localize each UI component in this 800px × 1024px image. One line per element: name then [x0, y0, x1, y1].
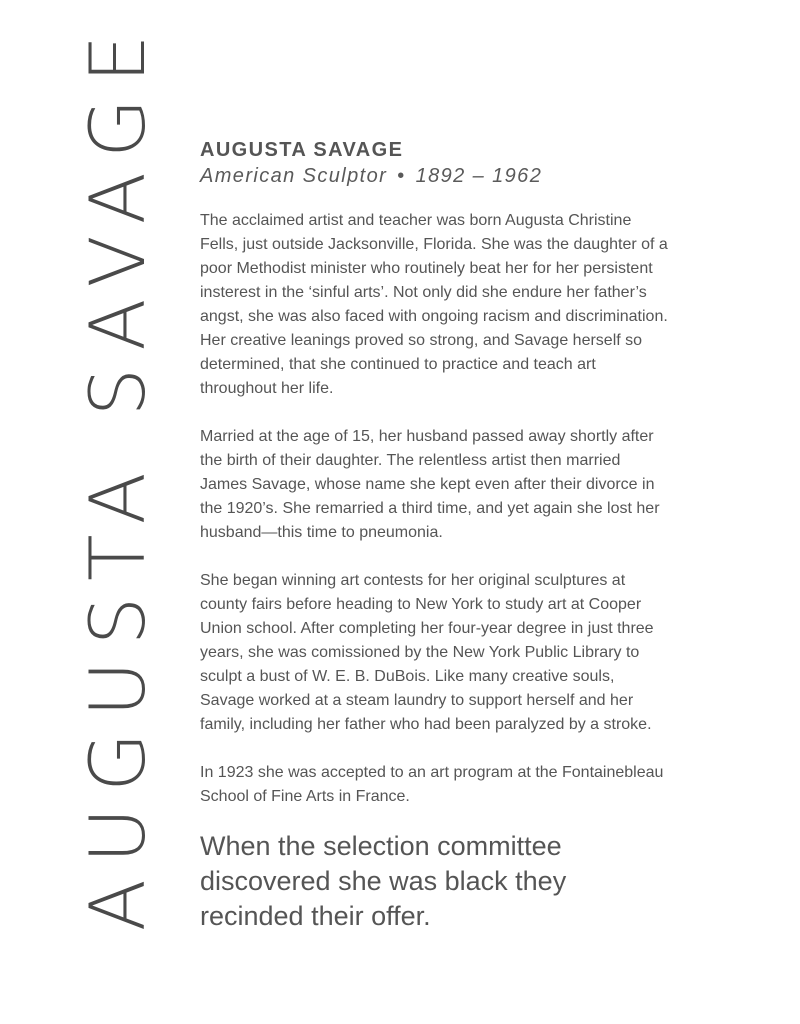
paragraph-2: Married at the age of 15, her husband passed away shortly after the birth of their daughter. The relentless artist then married James Savage, whose name she kept even after their divorce in the 1920’s. She remarried a third time, and yet again she lost her husband—this time to pneumonia.: [200, 428, 660, 541]
separator-dot: •: [397, 165, 406, 187]
paragraph-4: In 1923 she was accepted to an art program at the Fontainebleau School of Fine Arts in France.: [200, 764, 664, 805]
role-text: American Sculptor: [200, 165, 388, 187]
article-subheading: [200, 163, 670, 189]
years-text: 1892 – 1962: [415, 165, 543, 187]
pull-quote: When the selection committee discovered she was black they recinded their offer.: [200, 831, 567, 931]
paragraph-3: She began winning art contests for her original sculptures at county fairs before heading to New York to study art at Cooper Union school. After completing her four-year degree in just three years, she was comissioned by the New York Public Library to sculpt a bust of W. E. B. DuBois. Like many creative souls, Savage worked at a steam laundry to support herself and her family, including her father who had been paralyzed by a stroke.: [200, 572, 654, 733]
article: [200, 137, 670, 934]
article-heading: AUGUSTA SAVAGE: [200, 139, 404, 161]
paragraph-1: The acclaimed artist and teacher was born Augusta Christine Fells, just outside Jacksonville, Florida. She was the daughter of a poor Methodist minister who routinely beat her for her persistent insterest in the ‘sinful arts’. Not only did she endure her father’s angst, she was also faced with ongoing racism and discrimination. Her creative leanings proved so strong, and Savage herself so determined, that she continued to practice and teach art throughout her life.: [200, 212, 668, 397]
vertical-page-title: AUGUSTA SAVAGE: [73, 18, 162, 932]
